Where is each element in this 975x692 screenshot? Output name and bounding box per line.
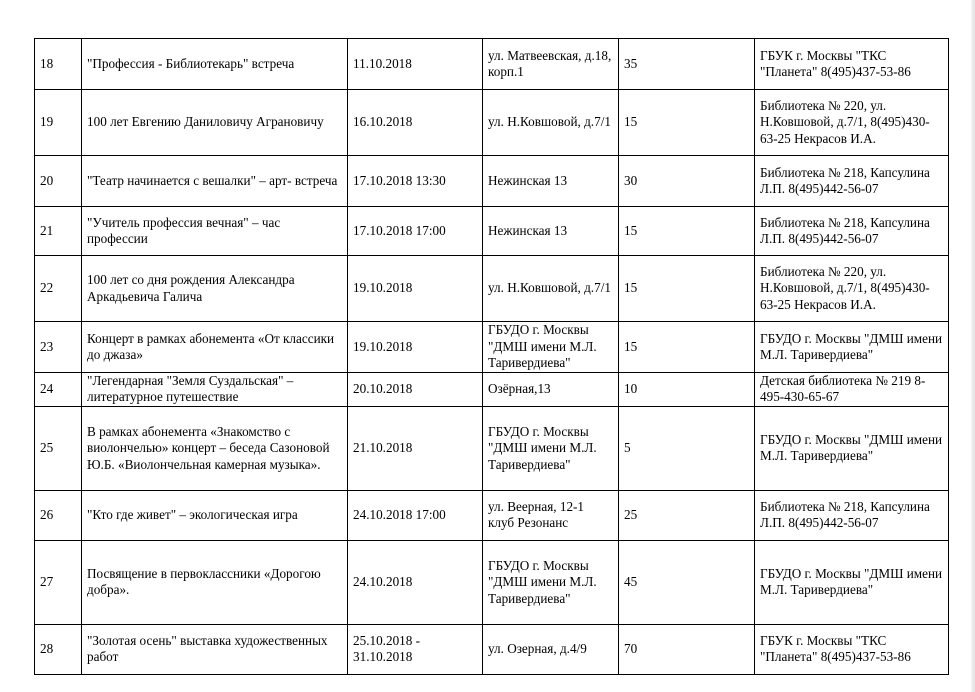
organizer: Библиотека № 220, ул. Н.Ковшовой, д.7/1, 8(495)430-63-25 Некрасов И.А. [755,90,949,156]
row-number: 25 [35,406,82,490]
participant-count: 10 [619,373,755,407]
event-place: ул. Озерная, д.4/9 [483,624,619,674]
participant-count: 70 [619,624,755,674]
row-number: 28 [35,624,82,674]
event-title: "Театр начинается с вешалки" – арт- встреча [82,156,348,207]
event-title: "Учитель профессия вечная" – час профессии [82,207,348,256]
event-date: 25.10.2018 - 31.10.2018 [348,624,483,674]
participant-count: 25 [619,490,755,540]
event-date: 24.10.2018 [348,540,483,624]
organizer: Детская библиотека № 219 8-495-430-65-67 [755,373,949,407]
event-place: ул. Матвеевская, д.18, корп.1 [483,39,619,90]
organizer: ГБУДО г. Москвы "ДМШ имени М.Л. Таривердиева" [755,406,949,490]
event-date: 19.10.2018 [348,322,483,373]
event-title: "Легендарная "Земля Суздальская" – литературное путешествие [82,373,348,407]
event-place: ул. Веерная, 12-1 клуб Резонанс [483,490,619,540]
event-date: 17.10.2018 13:30 [348,156,483,207]
table-row [35,490,949,540]
event-place: Озёрная,13 [483,373,619,407]
participant-count: 45 [619,540,755,624]
participant-count: 30 [619,156,755,207]
event-title: В рамках абонемента «Знакомство с виолончелью» концерт – беседа Сазоновой Ю.Б. «Виолончельная камерная музыка». [82,406,348,490]
table-row [35,256,949,322]
event-place: ул. Н.Ковшовой, д.7/1 [483,256,619,322]
table-row [35,373,949,407]
table-row [35,322,949,373]
event-place: ГБУДО г. Москвы "ДМШ имени М.Л. Таривердиева" [483,406,619,490]
event-date: 17.10.2018 17:00 [348,207,483,256]
table-row [35,207,949,256]
event-place: Нежинская 13 [483,156,619,207]
participant-count: 15 [619,207,755,256]
organizer: Библиотека № 218, Капсулина Л.П. 8(495)442-56-07 [755,156,949,207]
organizer: ГБУДО г. Москвы "ДМШ имени М.Л. Таривердиева" [755,322,949,373]
event-title: "Кто где живет" – экологическая игра [82,490,348,540]
event-title: 100 лет Евгению Даниловичу Аграновичу [82,90,348,156]
event-title: Концерт в рамках абонемента «От классики до джаза» [82,322,348,373]
participant-count: 15 [619,322,755,373]
event-date: 21.10.2018 [348,406,483,490]
event-date: 19.10.2018 [348,256,483,322]
participant-count: 15 [619,256,755,322]
event-date: 16.10.2018 [348,90,483,156]
table-row [35,90,949,156]
event-title: Посвящение в первоклассники «Дорогою добра». [82,540,348,624]
table-row [35,406,949,490]
participant-count: 35 [619,39,755,90]
event-date: 24.10.2018 17:00 [348,490,483,540]
row-number: 21 [35,207,82,256]
table-row [35,39,949,90]
event-place: ул. Н.Ковшовой, д.7/1 [483,90,619,156]
event-place: ГБУДО г. Москвы "ДМШ имени М.Л. Таривердиева" [483,322,619,373]
table-row [35,156,949,207]
participant-count: 15 [619,90,755,156]
row-number: 23 [35,322,82,373]
row-number: 20 [35,156,82,207]
row-number: 22 [35,256,82,322]
row-number: 24 [35,373,82,407]
event-date: 11.10.2018 [348,39,483,90]
event-title: 100 лет со дня рождения Александра Аркадьевича Галича [82,256,348,322]
event-title: "Золотая осень" выставка художественных работ [82,624,348,674]
event-date: 20.10.2018 [348,373,483,407]
organizer: Библиотека № 220, ул. Н.Ковшовой, д.7/1, 8(495)430-63-25 Некрасов И.А. [755,256,949,322]
event-title: "Профессия - Библиотекарь" встреча [82,39,348,90]
event-place: Нежинская 13 [483,207,619,256]
organizer: ГБУК г. Москвы "ТКС "Планета" 8(495)437-53-86 [755,39,949,90]
events-table [34,38,949,675]
organizer: Библиотека № 218, Капсулина Л.П. 8(495)442-56-07 [755,207,949,256]
table-row [35,624,949,674]
organizer: Библиотека № 218, Капсулина Л.П. 8(495)442-56-07 [755,490,949,540]
table-row [35,540,949,624]
organizer: ГБУК г. Москвы "ТКС "Планета" 8(495)437-53-86 [755,624,949,674]
row-number: 19 [35,90,82,156]
organizer: ГБУДО г. Москвы "ДМШ имени М.Л. Таривердиева" [755,540,949,624]
window-edge [971,0,975,692]
participant-count: 5 [619,406,755,490]
row-number: 18 [35,39,82,90]
event-place: ГБУДО г. Москвы "ДМШ имени М.Л. Таривердиева" [483,540,619,624]
row-number: 27 [35,540,82,624]
row-number: 26 [35,490,82,540]
